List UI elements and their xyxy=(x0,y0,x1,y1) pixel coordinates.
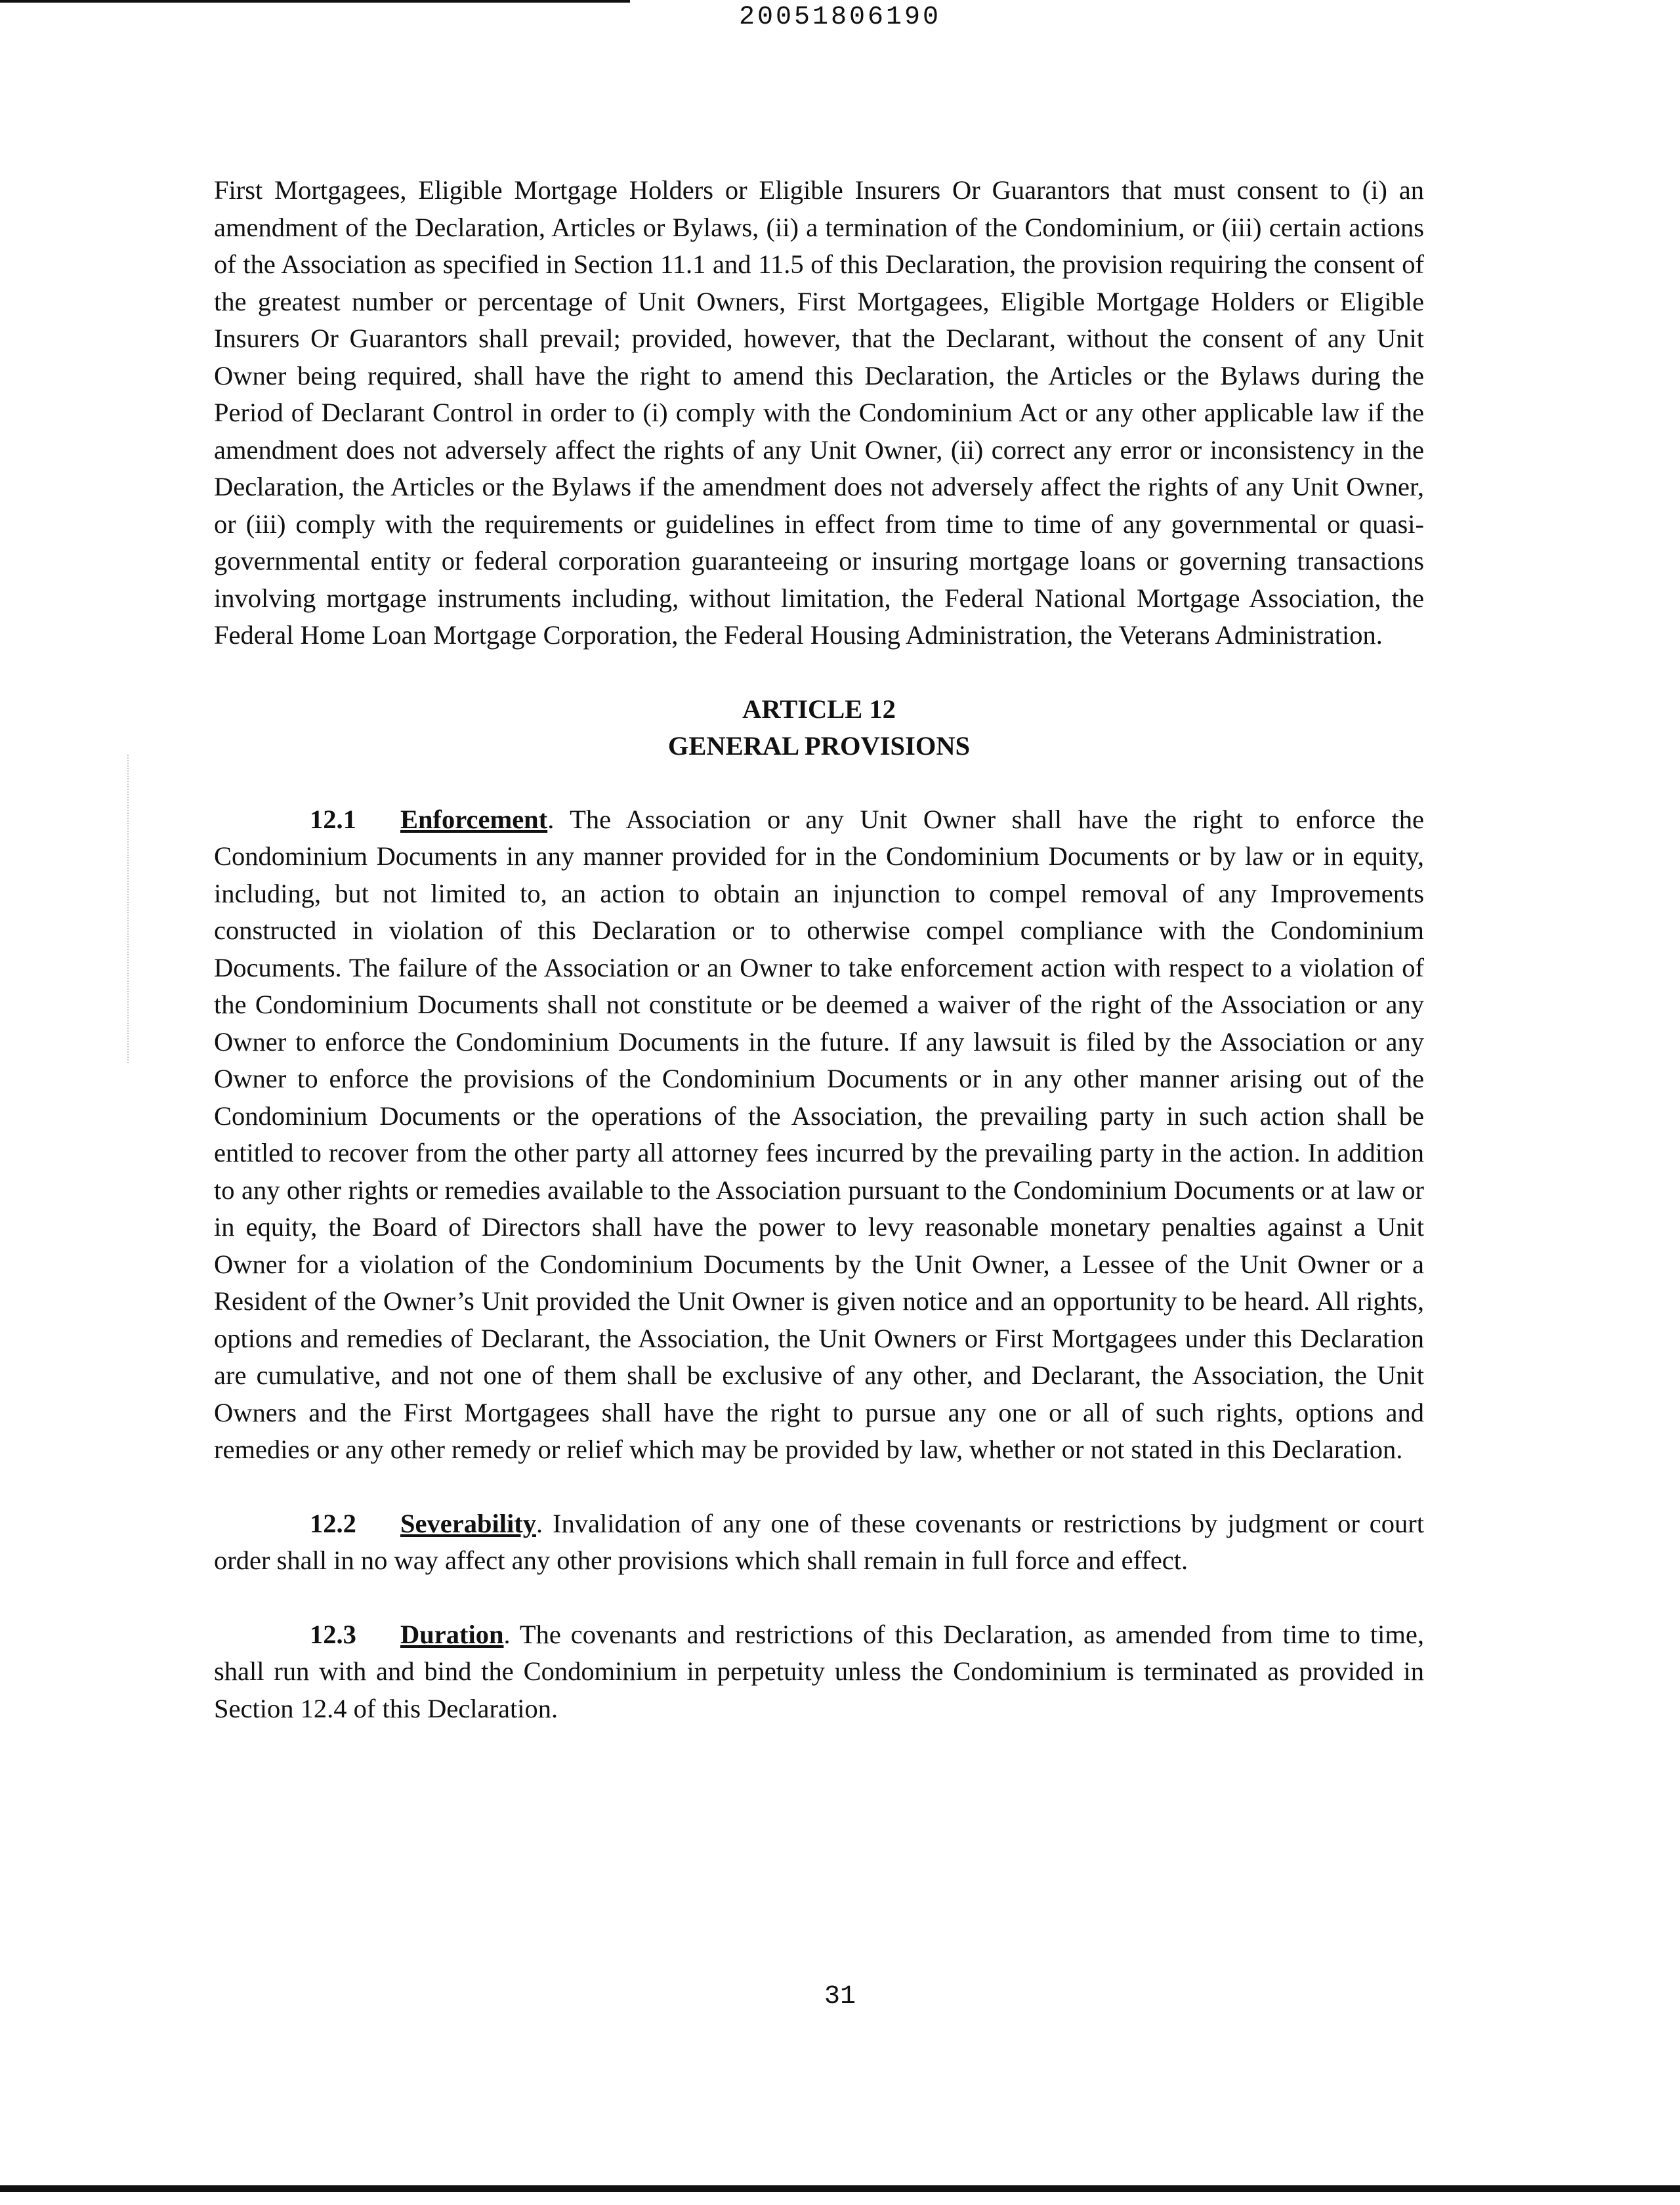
article-number: ARTICLE 12 xyxy=(742,694,896,724)
section-body: . Invalidation of any one of these covenants or restrictions by judgment or court order shall in no way affect any other provisions which shall remain in full force and effect. xyxy=(214,1508,1424,1575)
section-body: . The covenants and restrictions of this Declaration, as amended from time to time, shall run with and bind the Condominium in perpetuity unless the Condominium is terminated as provided in Section 12.4 of this Declaration. xyxy=(214,1619,1424,1723)
section-number: 12.2 xyxy=(310,1508,356,1538)
section-title: Duration xyxy=(400,1619,504,1649)
section-body: . The Association or any Unit Owner shall have the right to enforce the Condominium Documents in any manner provided for in the Condominium Documents or by law or in equity, including, but not limited to, an action to obtain an injunction to compel removal of any Improvements constructed in violation of this Declaration or to otherwise compel compliance with the Condominium Documents. The failure of the Association or an Owner to take enforcement action with respect to a violation of the Condominium Documents shall not constitute or be deemed a waiver of the right of the Association or any Owner to enforce the Condominium Documents in the future. If any lawsuit is filed by the Association or any Owner to enforce the provisions of the Condominium Documents or in any other manner arising out of the Condominium Documents or the operations of the Association, the prevailing party in such action shall be entitled to recover from the other party all attorney fees incurred by the prevailing party in the action. In addition to any other rights or remedies available to the Association pursuant to the Condominium Documents or at law or in equity, the Board of Directors shall have the power to levy reasonable monetary penalties against a Unit Owner for a violation of the Condominium Documents by the Unit Owner, a Lessee of the Unit Owner or a Resident of the Owner’s Unit provided the Unit Owner is given notice and an opportunity to be heard. All rights, options and remedies of Declarant, the Association, the Unit Owners or First Mortgagees under this Declaration are cumulative, and not one of them shall be exclusive of any other, and Declarant, the Association, the Unit Owners and the First Mortgagees shall have the right to pursue any one or all of such rights, options and remedies or any other remedy or relief which may be provided by law, whether or not stated in this Declaration. xyxy=(214,804,1424,1464)
document-number: 20051806190 xyxy=(738,3,942,32)
section-12-3 xyxy=(214,1616,1424,1728)
section-title: Enforcement xyxy=(400,804,548,834)
article-title: GENERAL PROVISIONS xyxy=(667,730,971,761)
section-title: Severability xyxy=(400,1508,536,1538)
intro-paragraph: First Mortgagees, Eligible Mortgage Holders or Eligible Insurers Or Guarantors that must consent to (i) an amendment of the Declaration, Articles or Bylaws, (ii) a termination of the Condominium, or (iii) certain actions of the Association as specified in Section 11.1 and 11.5 of this Declaration, the provision requiring the consent of the greatest number or percentage of Unit Owners, First Mortgagees, Eligible Mortgage Holders or Eligible Insurers Or Guarantors shall prevail; provided, however, that the Declarant, without the consent of any Unit Owner being required, shall have the right to amend this Declaration, the Articles or the Bylaws during the Period of Declarant Control in order to (i) comply with the Condominium Act or any other applicable law if the amendment does not adversely affect the rights of any Unit Owner, (ii) correct any error or inconsistency in the Declaration, the Articles or the Bylaws if the amendment does not adversely affect the rights of any Unit Owner, or (iii) comply with the requirements or guidelines in effect from time to time of any governmental or quasi-governmental entity or federal corporation guaranteeing or insuring mortgage loans or governing transactions involving mortgage instruments including, without limitation, the Federal National Mortgage Association, the Federal Home Loan Mortgage Corporation, the Federal Housing Administration, the Veterans Administration. xyxy=(214,175,1424,650)
section-12-2 xyxy=(214,1505,1424,1580)
section-number: 12.3 xyxy=(310,1619,356,1649)
page-number: 31 xyxy=(824,1982,856,2011)
article-heading xyxy=(214,691,1424,765)
margin-scan-mark xyxy=(127,755,130,1063)
section-number: 12.1 xyxy=(310,804,356,834)
page-body xyxy=(214,172,1424,1727)
bottom-scan-rule xyxy=(0,2185,1680,2192)
section-12-1 xyxy=(214,801,1424,1469)
